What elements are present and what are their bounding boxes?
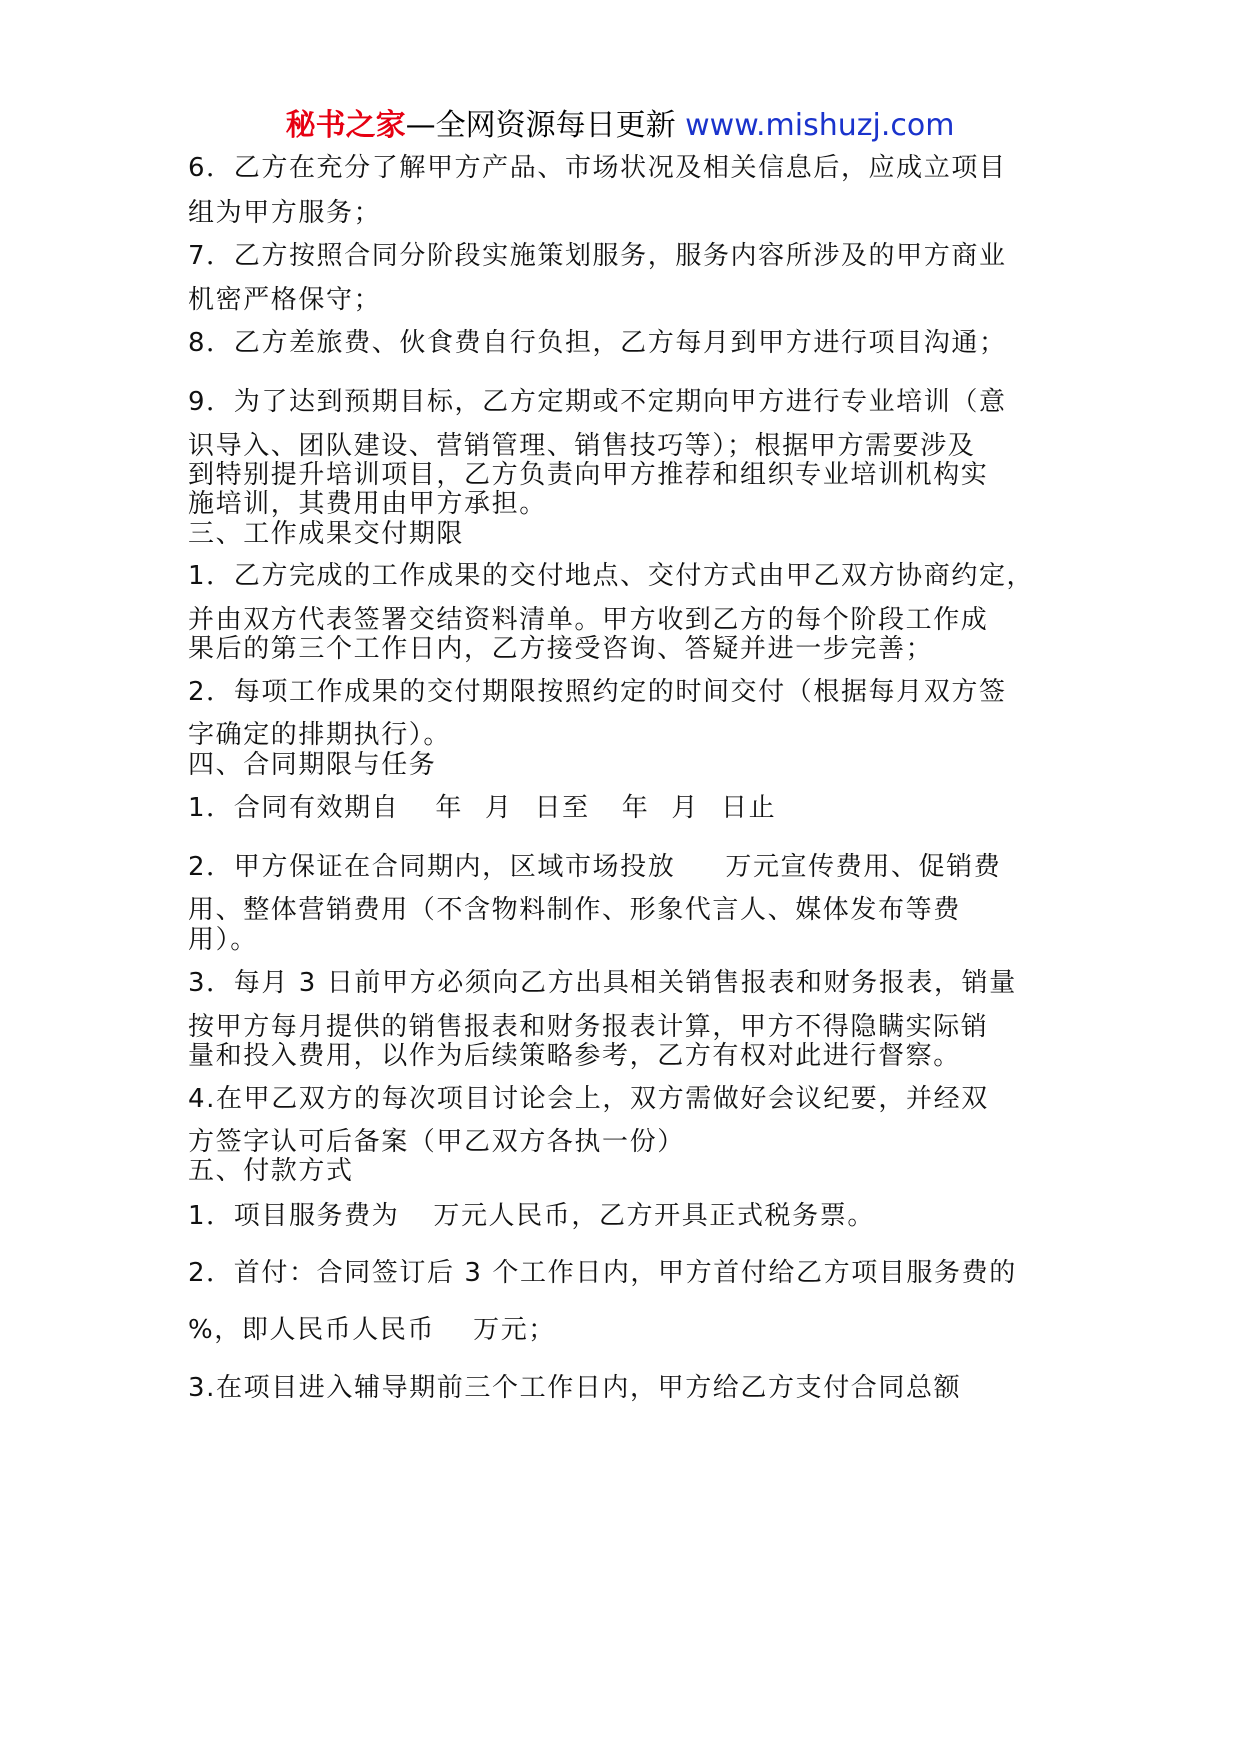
item-9-line-4: 施培训，其费用由甲方承担。 <box>188 489 547 519</box>
contract-period-from: 1．合同有效期自 <box>188 793 400 823</box>
section-5-item-2-line-2a: %，即人民币人民币 <box>188 1315 436 1345</box>
section-4-heading: 四、合同期限与任务 <box>188 750 437 780</box>
section-3-item-1-line-2: 并由双方代表签署交结资料清单。甲方收到乙方的每个阶段工作成 <box>188 605 989 635</box>
section-4-item-3-line-1: 3．每月 3 日前甲方必须向乙方出具相关销售报表和财务报表，销量 <box>188 968 1017 998</box>
section-5-item-3-line-1: 3.在项目进入辅导期前三个工作日内，甲方给乙方支付合同总额 <box>188 1373 962 1403</box>
section-5-item-2-line-2b: 万元； <box>473 1315 556 1345</box>
section-5-item-2-line-1: 2．首付：合同签订后 3 个工作日内，甲方首付给乙方项目服务费的 <box>188 1258 1017 1288</box>
section-4-item-4-line-2: 方签字认可后备案（甲乙双方各执一份） <box>188 1127 685 1157</box>
section-4-item-2-line-1a: 2．甲方保证在合同期内，区域市场投放 <box>188 852 676 882</box>
contract-period-month-1: 月 <box>484 793 513 823</box>
section-4-item-2-line-1 <box>188 851 1001 883</box>
section-4-item-3-line-2: 按甲方每月提供的销售报表和财务报表计算，甲方不得隐瞒实际销 <box>188 1012 989 1042</box>
item-9-line-1: 9．为了达到预期目标，乙方定期或不定期向甲方进行专业培训（意 <box>188 387 1007 417</box>
site-url-link[interactable]: www.mishuzj.com <box>685 108 955 143</box>
item-8-line-1: 8．乙方差旅费、伙食费自行负担，乙方每月到甲方进行项目沟通； <box>188 328 1007 358</box>
section-4-item-2-line-2: 用、整体营销费用（不含物料制作、形象代言人、媒体发布等费 <box>188 895 961 925</box>
section-5-item-1a: 1．项目服务费为 <box>188 1201 400 1231</box>
contract-period-day-end: 日止 <box>720 793 777 823</box>
contract-period-year-1: 年 <box>435 793 463 823</box>
section-5-heading: 五、付款方式 <box>188 1156 354 1186</box>
item-7-line-2: 机密严格保守； <box>188 285 382 315</box>
section-4-item-2-line-1b: 万元宣传费用、促销费 <box>725 852 1002 882</box>
site-slogan: —全网资源每日更新 <box>405 108 686 143</box>
section-5-item-1 <box>188 1200 875 1232</box>
section-4-item-2-line-3: 用）。 <box>188 925 258 955</box>
item-6-line-2: 组为甲方服务； <box>188 198 382 228</box>
section-5-item-1b: 万元人民币，乙方开具正式税务票。 <box>433 1201 875 1231</box>
item-6-line-1: 6．乙方在充分了解甲方产品、市场状况及相关信息后，应成立项目 <box>188 153 1007 183</box>
contract-period-month-2: 月 <box>671 793 699 823</box>
item-9-line-3: 到特别提升培训项目，乙方负责向甲方推荐和组织专业培训机构实 <box>188 460 989 490</box>
section-4-item-3-line-3: 量和投入费用，以作为后续策略参考，乙方有权对此进行督察。 <box>188 1041 961 1071</box>
section-4-item-4-line-1: 4.在甲乙双方的每次项目讨论会上，双方需做好会议纪要，并经双 <box>188 1084 989 1114</box>
site-header <box>0 100 1240 144</box>
contract-period-day-to: 日至 <box>534 793 590 823</box>
section-3-heading: 三、工作成果交付期限 <box>188 519 465 549</box>
section-4-item-1 <box>188 792 776 824</box>
section-3-item-2-line-1: 2．每项工作成果的交付期限按照约定的时间交付（根据每月双方签 <box>188 677 1007 707</box>
item-7-line-1: 7．乙方按照合同分阶段实施策划服务，服务内容所涉及的甲方商业 <box>188 241 1007 271</box>
item-9-line-2: 识导入、团队建设、营销管理、销售技巧等）；根据甲方需要涉及 <box>188 431 976 461</box>
section-3-item-1-line-1: 1．乙方完成的工作成果的交付地点、交付方式由甲乙双方协商约定， <box>188 561 1035 591</box>
section-5-item-2-line-2 <box>188 1314 556 1346</box>
section-3-item-1-line-3: 果后的第三个工作日内，乙方接受咨询、答疑并进一步完善； <box>188 634 934 664</box>
site-brand: 秘书之家 <box>285 108 406 143</box>
contract-period-year-2: 年 <box>621 793 650 823</box>
section-3-item-2-line-2: 字确定的排期执行）。 <box>188 720 452 750</box>
